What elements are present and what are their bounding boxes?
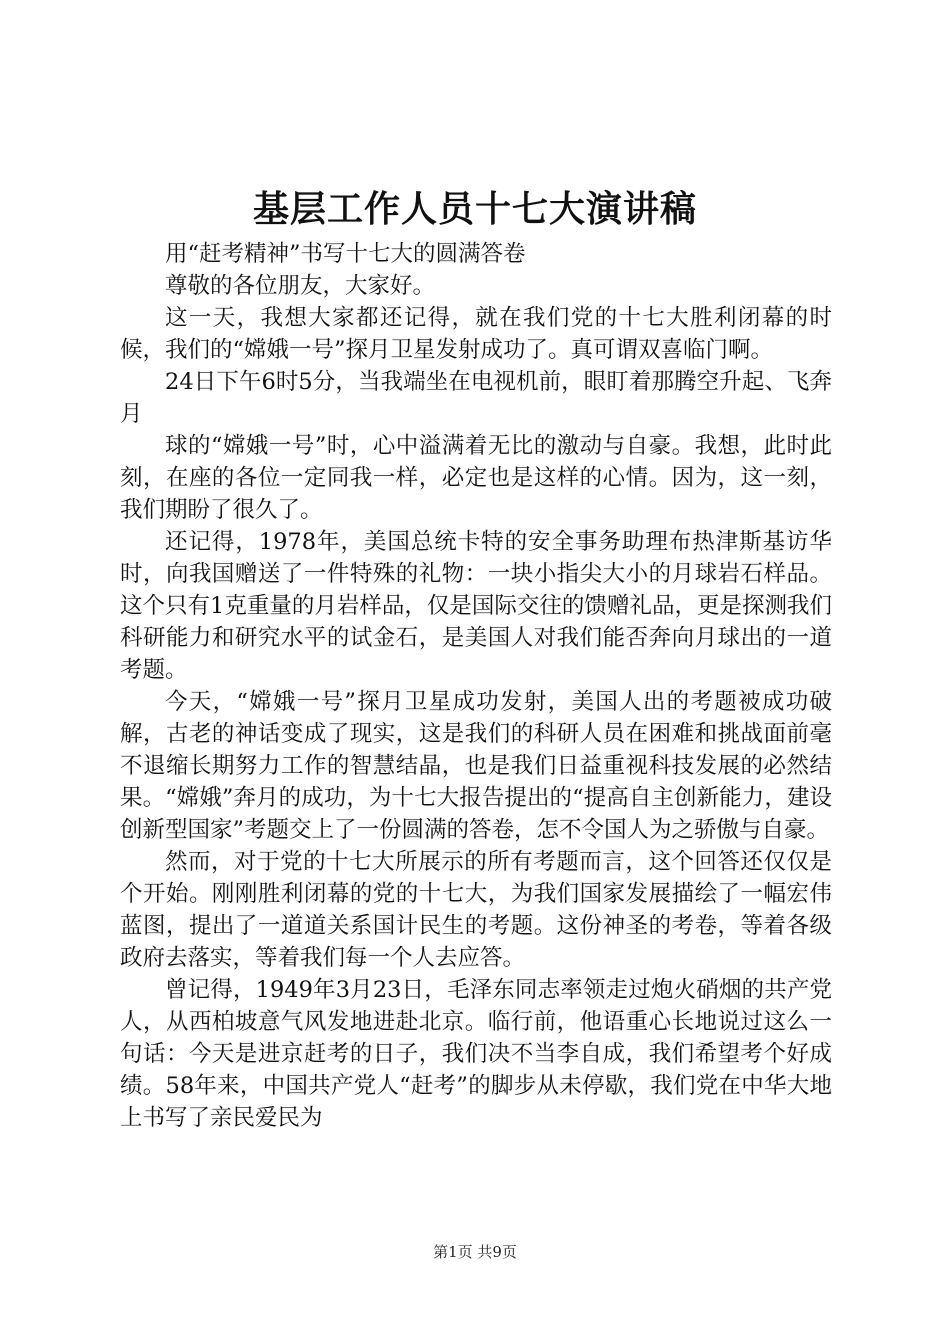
greeting-paragraph: 尊敬的各位朋友，大家好。 <box>165 273 436 299</box>
body-paragraph: 24日下午6时5分，当我端坐在电视机前，眼盯着那腾空升起、飞奔月 <box>120 369 832 427</box>
page-number-footer: 第1页 共9页 <box>433 1243 517 1261</box>
page-title: 基层工作人员十七大演讲稿 <box>252 188 697 230</box>
subtitle-paragraph: 用“赶考精神”书写十七大的圆满答卷 <box>165 241 526 267</box>
body-paragraph: 球的“嫦娥一号”时，心中溢满着无比的激动与自豪。我想，此时此刻，在座的各位一定同我一样，必定也是这样的心情。因为，这一刻，我们期盼了很久了。 <box>120 433 832 523</box>
body-paragraph: 曾记得，1949年3月23日，毛泽东同志率领走过炮火硝烟的共产党人，从西柏坡意气风发地进赴北京。临行前，他语重心长地说过这么一句话：今天是进京赶考的日子，我们决不当李自成，我们希望考个好成绩。58年来，中国共产党人“赶考”的脚步从未停歇，我们党在中华大地上书写了亲民爱民为 <box>120 977 832 1131</box>
body-paragraph: 然而，对于党的十七大所展示的所有考题而言，这个回答还仅仅是个开始。刚刚胜利闭幕的党的十七大，为我们国家发展描绘了一幅宏伟蓝图，提出了一道道关系国计民生的考题。这份神圣的考卷，等着各级政府去落实，等着我们每一个人去应答。 <box>120 849 832 971</box>
body-paragraph: 这一天，我想大家都还记得，就在我们党的十七大胜利闭幕的时候，我们的“嫦娥一号”探月卫星发射成功了。真可谓双喜临门啊。 <box>120 305 832 363</box>
body-paragraph: 还记得，1978年，美国总统卡特的安全事务助理布热津斯基访华时，向我国赠送了一件特殊的礼物：一块小指尖大小的月球岩石样品。这个只有1克重量的月岩样品，仅是国际交往的馈赠礼品，更是探测我们科研能力和研究水平的试金石，是美国人对我们能否奔向月球出的一道考题。 <box>120 529 832 683</box>
document-body <box>120 238 832 1134</box>
body-paragraph: 今天，“嫦娥一号”探月卫星成功发射，美国人出的考题被成功破解，古老的神话变成了现实，这是我们的科研人员在困难和挑战面前毫不退缩长期努力工作的智慧结晶，也是我们日益重视科技发展的必然结果。“嫦娥”奔月的成功，为十七大报告提出的“提高自主创新能力，建设创新型国家”考题交上了一份圆满的答卷，怎不令国人为之骄傲与自豪。 <box>120 689 832 843</box>
